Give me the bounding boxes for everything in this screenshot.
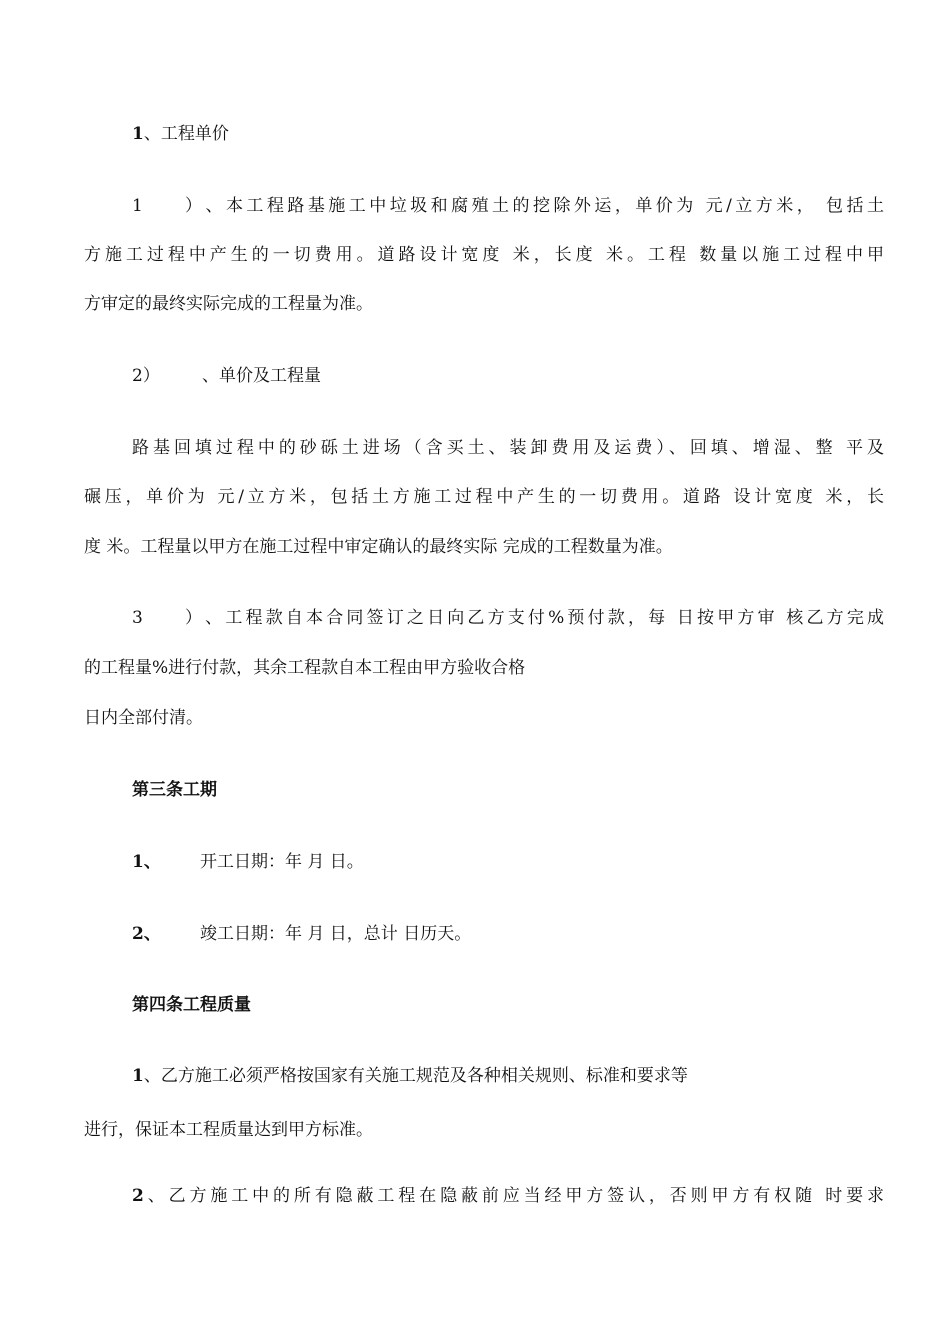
section-heading-unit-price xyxy=(132,122,884,146)
item3-line1-text: 、工程款自本合同签订之日向乙方支付%预付款，每 日按甲方审 核乙方完成 xyxy=(202,608,884,628)
item3-line2: 的工程量%进行付款，其余工程款自本工程由甲方验收合格 xyxy=(84,658,526,678)
item3-line1 xyxy=(132,606,884,630)
item1-line1 xyxy=(132,194,884,218)
article3-item2-number: 2、 xyxy=(132,924,161,944)
article3-item1-number: 1、 xyxy=(132,852,161,872)
item2-line1: 路基回填过程中的砂砾土进场（含买土、装卸费用及运费）、回填、增湿、整 平及 xyxy=(132,438,884,458)
item2-line2: 碾压，单价为 元/立方米，包括土方施工过程中产生的一切费用。道路 设计宽度 米，长 xyxy=(84,487,884,507)
article4-item1-line1-text: 、乙方施工必须严格按国家有关施工规范及各种相关规则、标准和要求等 xyxy=(143,1066,688,1086)
item2-number: 2） xyxy=(132,366,160,386)
item3-line3: 日内全部付清。 xyxy=(84,708,203,728)
item2-title xyxy=(132,364,884,388)
item2-title-text: 、单价及工程量 xyxy=(202,366,321,386)
article3-item1-text: 开工日期：年 月 日。 xyxy=(200,852,364,872)
item1-line3: 方审定的最终实际完成的工程量为准。 xyxy=(84,294,373,314)
item1-line2: 方施工过程中产生的一切费用。道路设计宽度 米，长度 米。工程 数量以施工过程中甲 xyxy=(84,245,884,265)
article4-title: 第四条工程质量 xyxy=(132,995,251,1015)
article4-item2-line1 xyxy=(132,1184,884,1208)
item2-line3: 度 米。工程量以甲方在施工过程中审定确认的最终实际 完成的工程数量为准。 xyxy=(84,537,673,557)
heading-text: 、工程单价 xyxy=(143,124,229,144)
heading-number: 1 xyxy=(132,124,144,144)
article4-item1-line1 xyxy=(132,1064,884,1088)
article4-item2-number: 2 xyxy=(132,1186,144,1206)
article4-item1-number: 1 xyxy=(132,1066,144,1086)
article4-item2-line1-text: 、乙方施工中的所有隐蔽工程在隐蔽前应当经甲方签认，否则甲方有权随 时要求 xyxy=(143,1186,884,1206)
item1-number: 1） xyxy=(132,196,202,216)
item3-number: 3） xyxy=(132,608,202,628)
item1-line1-text: 、本工程路基施工中垃圾和腐殖土的挖除外运，单价为 元/立方米， 包括土 xyxy=(202,196,884,216)
article3-item2-text: 竣工日期：年 月 日，总计 日历天。 xyxy=(200,924,472,944)
article3-item2 xyxy=(132,922,884,946)
article3-item1 xyxy=(132,850,884,874)
article3-title: 第三条工期 xyxy=(132,780,217,800)
article4-item1-line2: 进行，保证本工程质量达到甲方标准。 xyxy=(84,1120,373,1140)
